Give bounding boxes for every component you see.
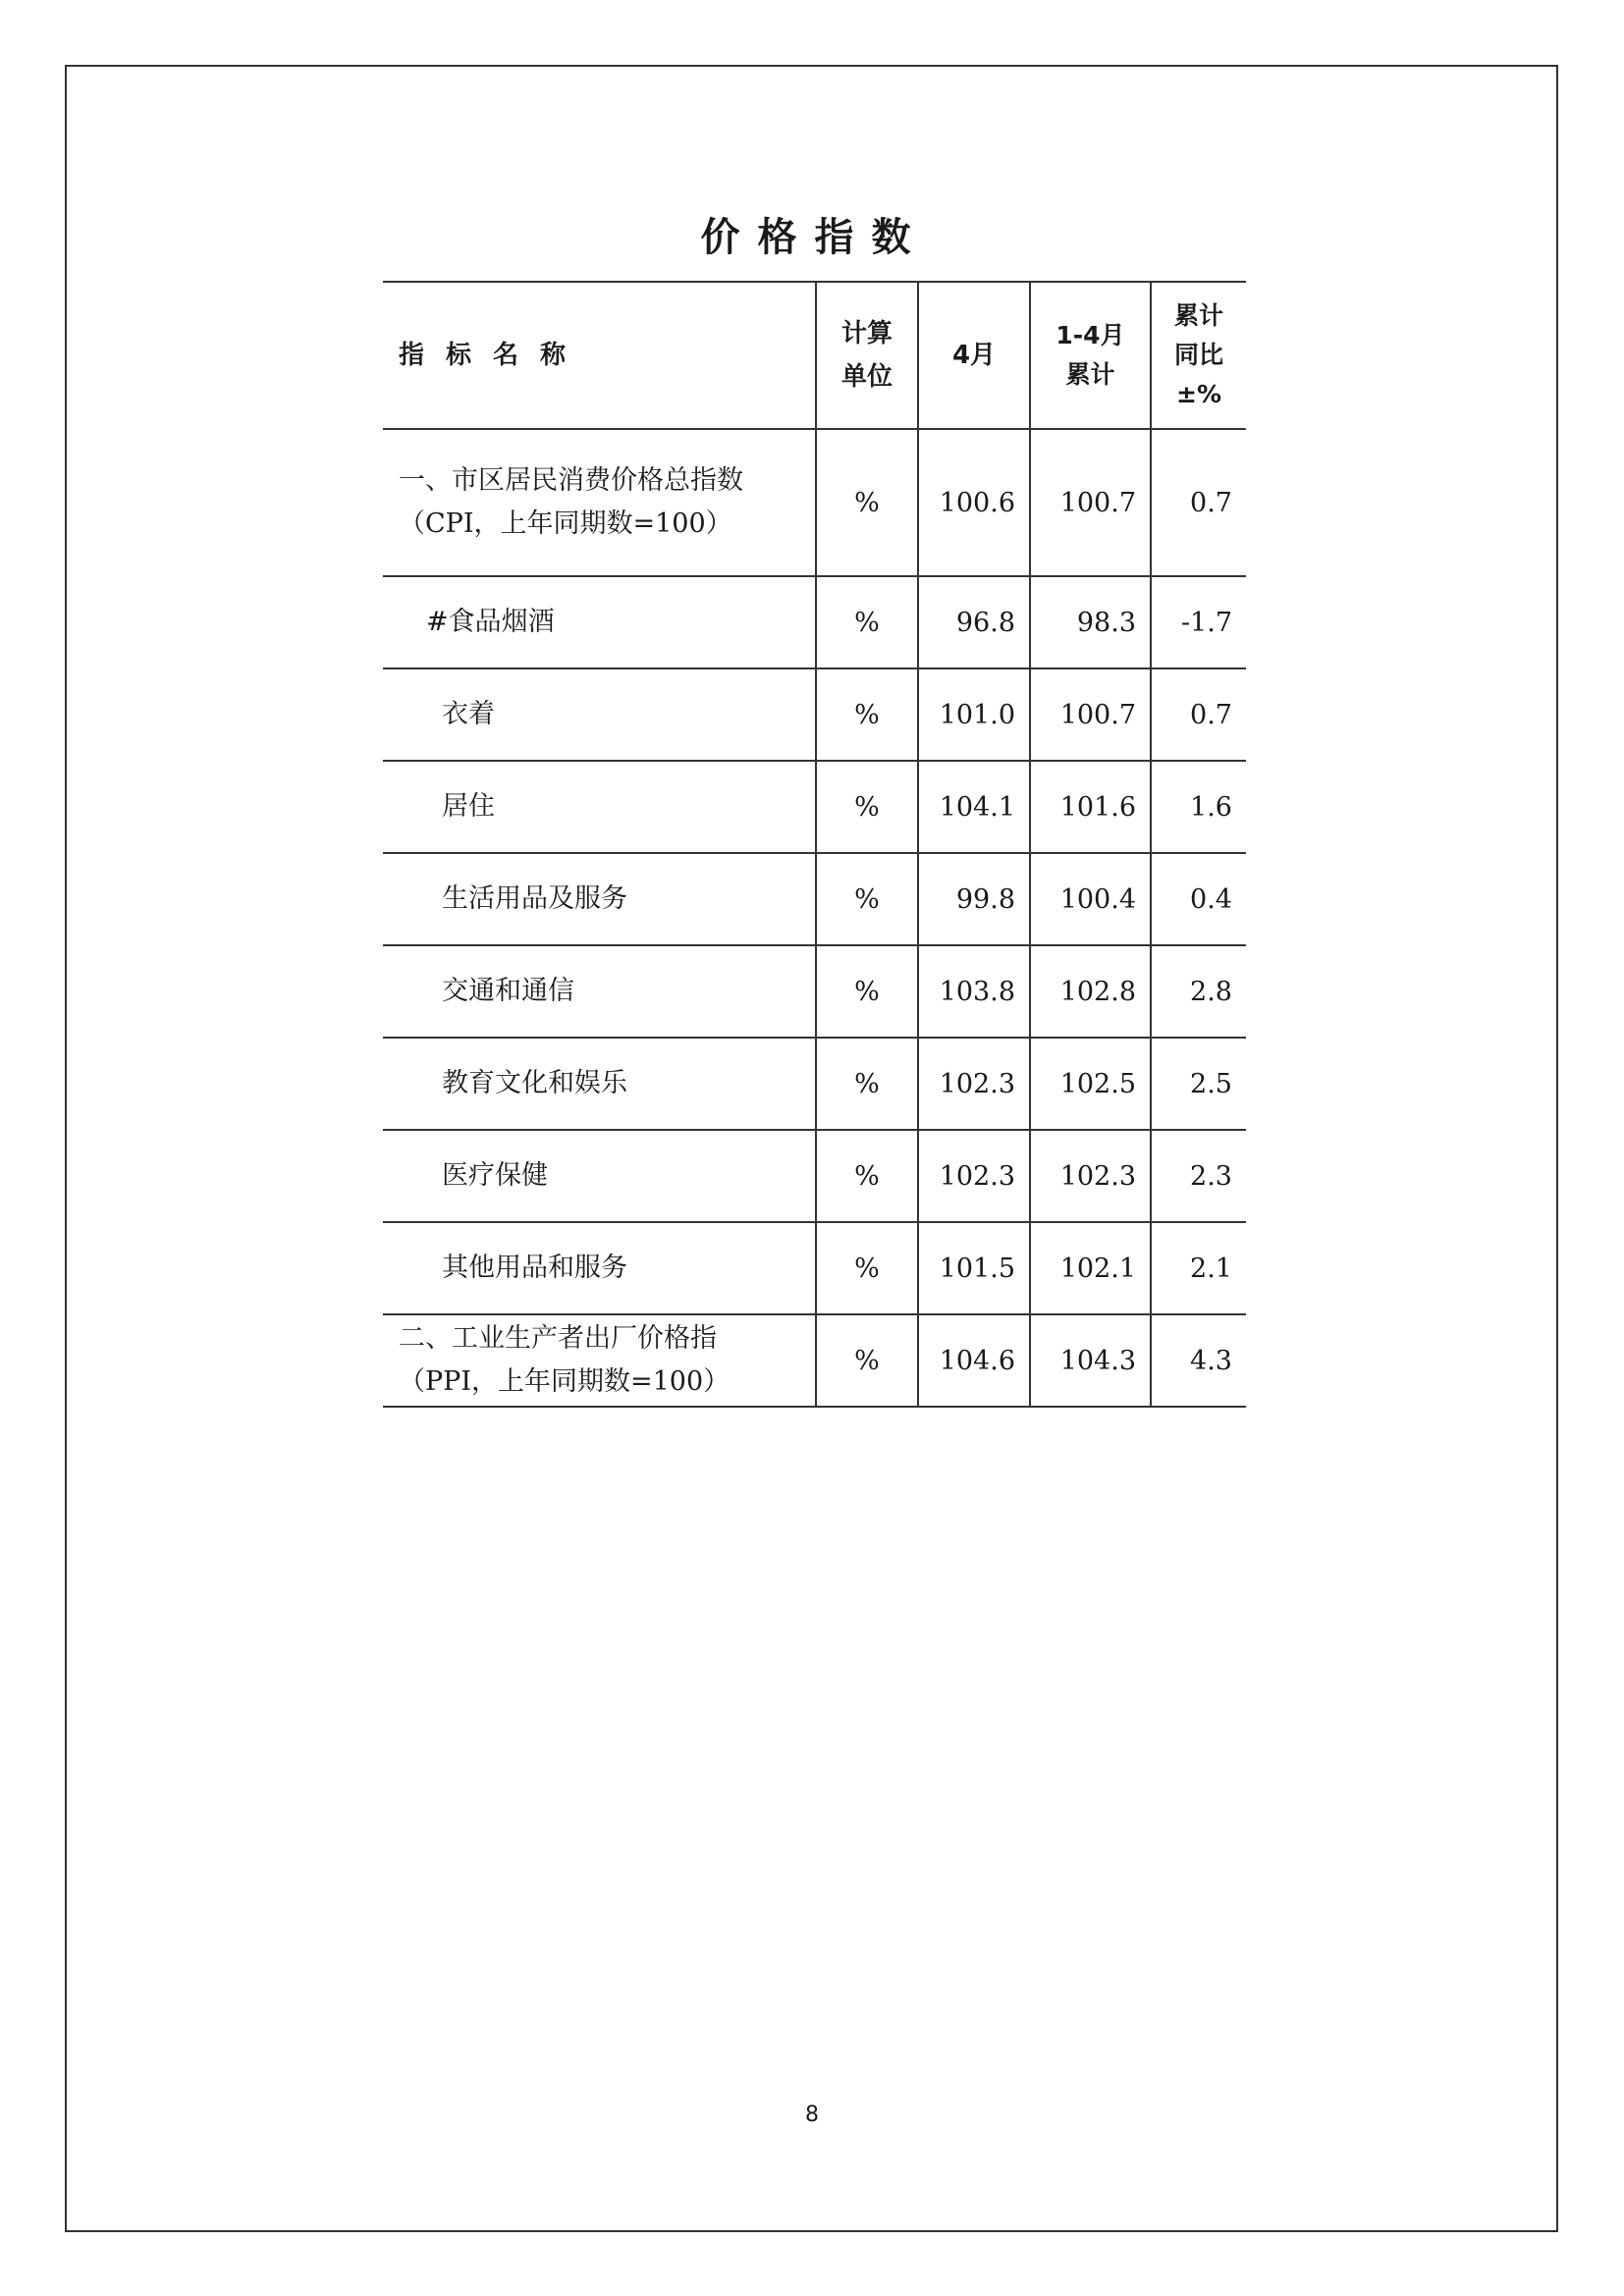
row-cumulative-value: 102.5 — [1030, 1038, 1151, 1130]
row-name: 交通和通信 — [442, 976, 574, 1006]
row-cumulative-value: 102.1 — [1030, 1222, 1151, 1314]
row-name: 医疗保健 — [442, 1160, 548, 1191]
header-month: 4月 — [918, 282, 1030, 429]
header-unit — [816, 282, 918, 429]
row-cumulative-value: 101.6 — [1030, 761, 1151, 853]
price-index-table — [383, 281, 1246, 1408]
row-yoy-change: 2.8 — [1151, 945, 1246, 1038]
row-unit: % — [816, 945, 918, 1038]
row-name: 教育文化和娱乐 — [442, 1068, 627, 1098]
row-cumulative-value: 102.8 — [1030, 945, 1151, 1038]
row-yoy-change: 0.7 — [1151, 668, 1246, 761]
row-unit: % — [816, 1038, 918, 1130]
row-yoy-change: 0.4 — [1151, 853, 1246, 945]
table-row-other-goods — [383, 1222, 1246, 1314]
table-row-education-culture — [383, 1038, 1246, 1130]
row-cumulative-value: 100.7 — [1030, 429, 1151, 576]
header-cumulative-line1: 1-4月 — [1056, 321, 1125, 349]
row-unit: % — [816, 576, 918, 668]
table-row-cpi-total — [383, 429, 1246, 576]
row-name: 生活用品及服务 — [442, 883, 627, 914]
row-month-value: 101.5 — [918, 1222, 1030, 1314]
table-row-clothing — [383, 668, 1246, 761]
page-title: 价格指数 — [700, 215, 929, 260]
table-row-food — [383, 576, 1246, 668]
row-cumulative-value: 100.7 — [1030, 668, 1151, 761]
row-unit: % — [816, 429, 918, 576]
row-unit: % — [816, 668, 918, 761]
table-header-row — [383, 282, 1246, 429]
header-cumulative-line2: 累计 — [1065, 360, 1115, 389]
row-cumulative-value: 98.3 — [1030, 576, 1151, 668]
row-name: 衣着 — [442, 699, 495, 729]
row-name-line1: 二、工业生产者出厂价格指 — [399, 1323, 717, 1354]
row-name: 居住 — [442, 791, 495, 822]
row-cumulative-value: 104.3 — [1030, 1314, 1151, 1407]
row-name: 其他用品和服务 — [442, 1253, 627, 1283]
page-number: 8 — [805, 2103, 819, 2127]
row-month-value: 102.3 — [918, 1130, 1030, 1222]
table-row-transport-communication — [383, 945, 1246, 1038]
row-unit: % — [816, 761, 918, 853]
row-yoy-change: 1.6 — [1151, 761, 1246, 853]
row-month-value: 104.6 — [918, 1314, 1030, 1407]
row-name-line2: （CPI，上年同期数=100） — [399, 508, 732, 539]
header-unit-line1: 计算 — [840, 319, 893, 348]
row-name: #食品烟酒 — [426, 607, 555, 637]
row-name — [383, 429, 816, 576]
table-row-household-goods — [383, 853, 1246, 945]
header-yoy-change — [1151, 282, 1246, 429]
row-cumulative-value: 102.3 — [1030, 1130, 1151, 1222]
row-yoy-change: 2.3 — [1151, 1130, 1246, 1222]
header-yoy-line3: ±% — [1176, 380, 1221, 408]
header-yoy-line1: 累计 — [1173, 301, 1223, 330]
row-month-value: 96.8 — [918, 576, 1030, 668]
row-yoy-change: 4.3 — [1151, 1314, 1246, 1407]
row-month-value: 104.1 — [918, 761, 1030, 853]
table-row-ppi — [383, 1314, 1246, 1407]
header-unit-line2: 单位 — [840, 362, 893, 392]
row-month-value: 103.8 — [918, 945, 1030, 1038]
row-name — [383, 1314, 816, 1407]
row-unit: % — [816, 853, 918, 945]
row-name-line2: （PPI，上年同期数=100） — [399, 1366, 731, 1397]
row-unit: % — [816, 1222, 918, 1314]
header-yoy-line2: 同比 — [1173, 341, 1223, 369]
row-month-value: 101.0 — [918, 668, 1030, 761]
row-yoy-change: 2.5 — [1151, 1038, 1246, 1130]
row-name-line1: 一、市区居民消费价格总指数 — [399, 465, 743, 496]
header-indicator-name: 指标名称 — [399, 341, 588, 370]
row-yoy-change: -1.7 — [1151, 576, 1246, 668]
row-cumulative-value: 100.4 — [1030, 853, 1151, 945]
row-unit: % — [816, 1314, 918, 1407]
row-month-value: 100.6 — [918, 429, 1030, 576]
table-row-housing — [383, 761, 1246, 853]
row-month-value: 102.3 — [918, 1038, 1030, 1130]
row-unit: % — [816, 1130, 918, 1222]
row-yoy-change: 0.7 — [1151, 429, 1246, 576]
table-row-healthcare — [383, 1130, 1246, 1222]
row-yoy-change: 2.1 — [1151, 1222, 1246, 1314]
row-month-value: 99.8 — [918, 853, 1030, 945]
header-cumulative — [1030, 282, 1151, 429]
